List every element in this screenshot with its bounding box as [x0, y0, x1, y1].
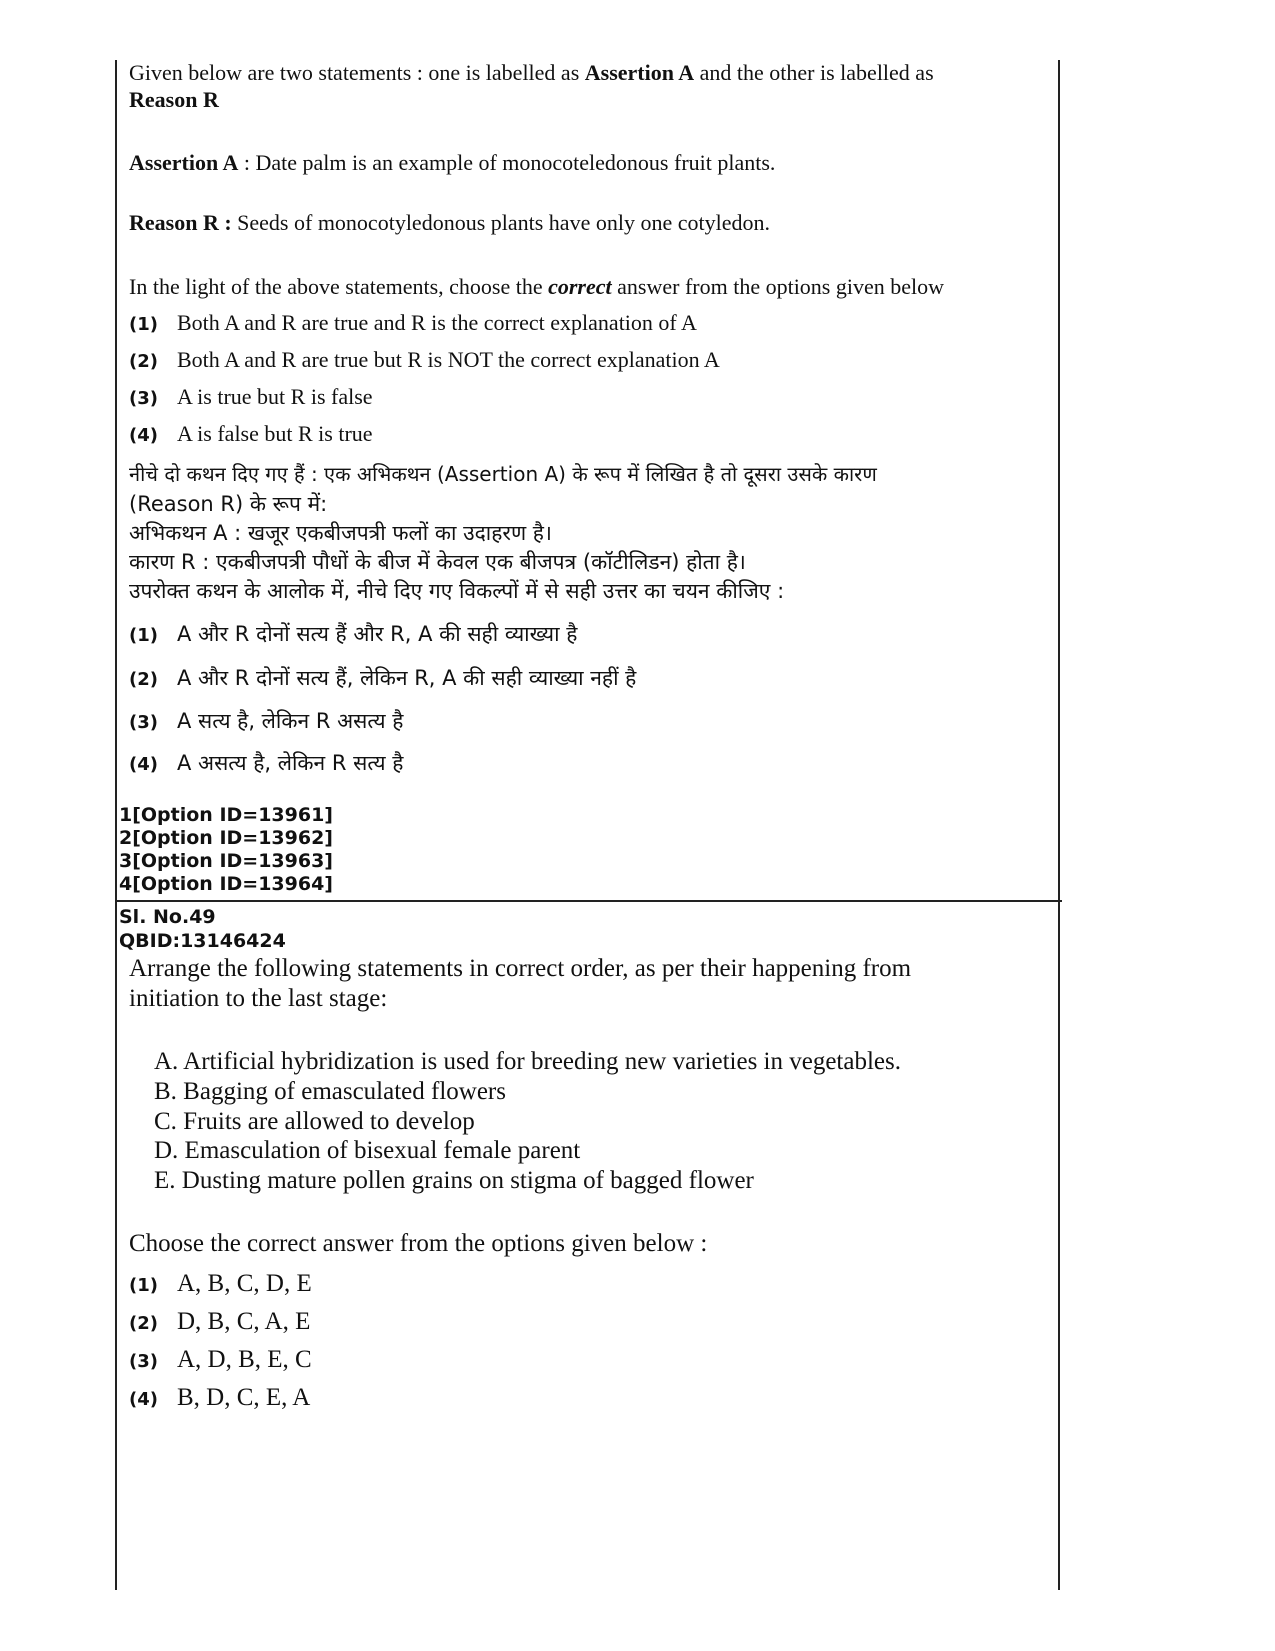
q48-option-hi-3: [129, 707, 403, 735]
option-number: (1): [129, 1275, 158, 1296]
q49-statement-d: D. Emasculation of bisexual female parent: [154, 1137, 581, 1164]
q48-hindi-intro-line1: नीचे दो कथन दिए गए हैं : एक अभिकथन (Assertion A) के रूप में लिखित है तो दूसरा उसके कारण: [129, 462, 877, 486]
qbid: QBID:13146424: [119, 930, 286, 952]
option-text: A, D, B, E, C: [177, 1346, 312, 1373]
option-text: A और R दोनों सत्य हैं, लेकिन R, A की सही व्याख्या नहीं है: [177, 666, 637, 690]
option-text: A, B, C, D, E: [177, 1270, 312, 1297]
q48-assertion-text: : Date palm is an example of monocoteledonous fruit plants.: [238, 150, 776, 175]
option-number: (2): [129, 669, 158, 690]
q48-intro-text-2: and the other is labelled as: [694, 60, 934, 85]
option-text: A असत्य है, लेकिन R सत्य है: [177, 751, 404, 775]
q48-option-hi-1: [129, 620, 577, 648]
q48-hindi-instruction: उपरोक्त कथन के आलोक में, नीचे दिए गए विकल्पों में से सही उत्तर का चयन कीजिए :: [129, 579, 785, 603]
q49-statement-b: B. Bagging of emasculated flowers: [154, 1078, 506, 1105]
q48-reason-label: Reason R :: [129, 210, 232, 235]
q48-option-en-4: [129, 421, 373, 447]
q48-instruction: [129, 274, 944, 300]
option-text: D, B, C, A, E: [177, 1308, 311, 1335]
q49-instruction: Choose the correct answer from the options given below :: [129, 1230, 708, 1257]
q48-reason-text: Seeds of monocotyledonous plants have only one cotyledon.: [231, 210, 770, 235]
option-number: (3): [129, 388, 158, 409]
serial-number: Sl. No.49: [119, 906, 216, 928]
option-id-4: 4[Option ID=13964]: [119, 873, 333, 895]
option-text: Both A and R are true and R is the correct explanation of A: [177, 310, 697, 335]
question-divider: [117, 900, 1062, 902]
option-number: (3): [129, 1351, 158, 1372]
option-number: (3): [129, 712, 158, 733]
option-id-1: 1[Option ID=13961]: [119, 804, 333, 826]
q48-instruction-emph: correct: [548, 274, 612, 299]
question-page: [115, 60, 1060, 1590]
q49-option-1: [129, 1270, 312, 1298]
option-text: A is false but R is true: [177, 421, 373, 446]
q48-option-en-3: [129, 384, 373, 410]
q49-question-line1: Arrange the following statements in correct order, as per their happening from: [129, 955, 912, 982]
option-text: A is true but R is false: [177, 384, 373, 409]
option-id-3: 3[Option ID=13963]: [119, 850, 333, 872]
q48-instruction-text: In the light of the above statements, choose the: [129, 274, 549, 299]
q49-statement-c: C. Fruits are allowed to develop: [154, 1108, 475, 1135]
q48-option-hi-2: [129, 664, 636, 692]
q49-option-4: [129, 1384, 310, 1412]
option-text: A सत्य है, लेकिन R असत्य है: [177, 709, 404, 733]
option-number: (1): [129, 625, 158, 646]
q48-assertion-label: Assertion A: [129, 150, 239, 175]
q48-hindi-intro-line2: (Reason R) के रूप में:: [129, 492, 328, 516]
q48-option-en-1: [129, 310, 697, 336]
q48-intro-reason: Reason R: [129, 87, 219, 112]
option-number: (4): [129, 754, 158, 775]
q49-option-2: [129, 1308, 310, 1336]
option-number: (1): [129, 314, 158, 335]
q48-option-en-2: [129, 347, 720, 373]
q48-option-hi-4: [129, 749, 403, 777]
option-number: (2): [129, 1313, 158, 1334]
q48-intro-line2: [129, 87, 219, 113]
option-number: (4): [129, 1389, 158, 1410]
q48-intro-text: Given below are two statements : one is labelled as: [129, 60, 585, 85]
q49-question-line2: initiation to the last stage:: [129, 985, 388, 1012]
option-text: B, D, C, E, A: [177, 1384, 311, 1411]
option-text: Both A and R are true but R is NOT the correct explanation A: [177, 347, 720, 372]
q48-hindi-reason: कारण R : एकबीजपत्री पौधों के बीज में केवल एक बीजपत्र (कॉटीलिडन) होता है।: [129, 550, 746, 574]
q49-option-3: [129, 1346, 312, 1374]
q48-instruction-text-2: answer from the options given below: [611, 274, 945, 299]
option-number: (4): [129, 425, 158, 446]
q48-reason: [129, 210, 770, 236]
q48-intro-line1: [129, 60, 934, 86]
q48-hindi-assertion: अभिकथन A : खजूर एकबीजपत्री फलों का उदाहरण है।: [129, 521, 552, 545]
q49-statement-e: E. Dusting mature pollen grains on stigma of bagged flower: [154, 1167, 754, 1194]
option-number: (2): [129, 351, 158, 372]
option-id-2: 2[Option ID=13962]: [119, 827, 333, 849]
q48-assertion: [129, 150, 775, 176]
q48-intro-assertion: Assertion A: [584, 60, 695, 85]
option-text: A और R दोनों सत्य हैं और R, A की सही व्याख्या है: [177, 622, 578, 646]
q49-statement-a: A. Artificial hybridization is used for breeding new varieties in vegetables.: [154, 1048, 901, 1075]
